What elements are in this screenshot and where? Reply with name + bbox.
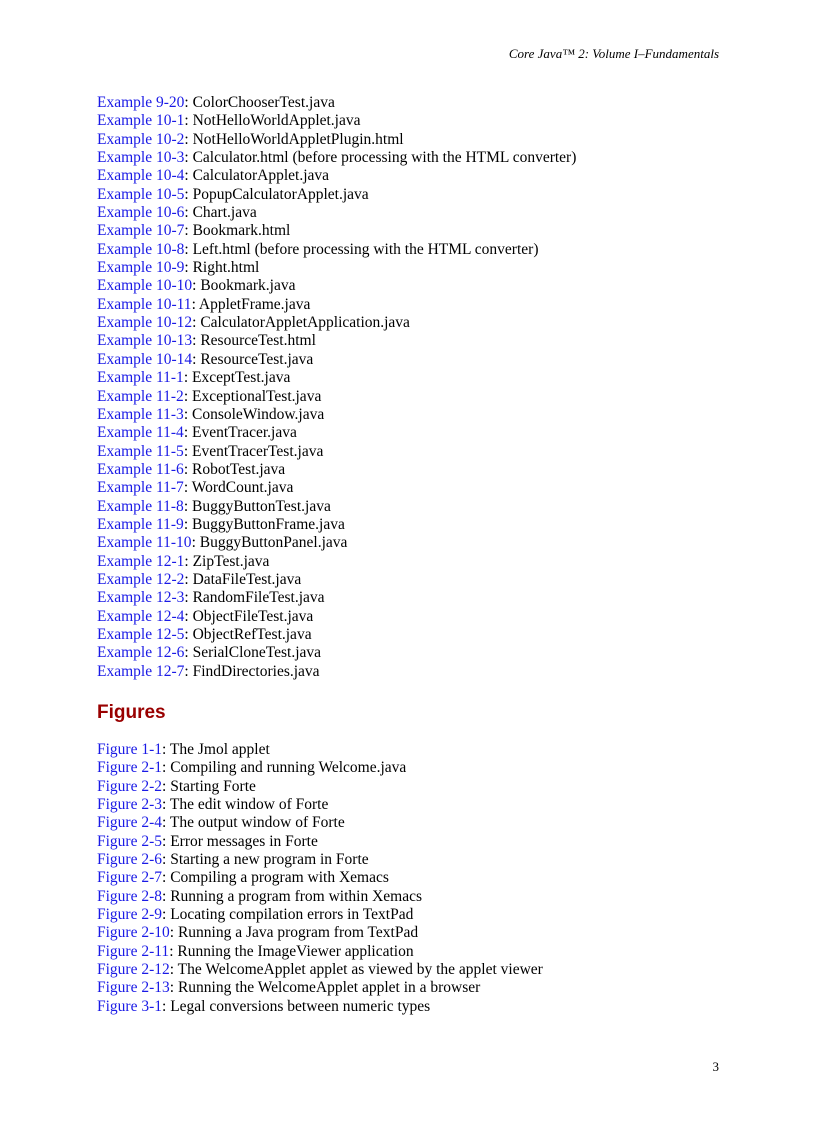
example-link[interactable]: Example 10-12 [97, 314, 193, 332]
figure-entry: Figure 2-2: Starting Forte [97, 777, 256, 795]
figure-entry: Figure 2-10: Running a Java program from TextPad [97, 924, 419, 942]
example-entry: Example 12-7: FindDirectories.java [97, 662, 320, 680]
example-title: ConsoleWindow.java [192, 405, 325, 423]
figure-link[interactable]: Figure 2-4 [97, 814, 163, 832]
example-link[interactable]: Example 12-5 [97, 625, 185, 643]
figure-link[interactable]: Figure 2-5 [97, 832, 163, 850]
example-title: NotHelloWorldAppletPlugin.html [192, 130, 404, 148]
running-header: Core Java™ 2: Volume I–Fundamentals [508, 46, 719, 61]
figure-link[interactable]: Figure 2-6 [97, 851, 163, 869]
example-link[interactable]: Example 10-5 [97, 185, 185, 203]
figure-title: Compiling and running Welcome.java [170, 759, 407, 777]
example-title: BuggyButtonFrame.java [192, 515, 345, 533]
example-link[interactable]: Example 11-4 [97, 424, 184, 442]
example-link[interactable]: Example 10-3 [97, 149, 185, 167]
example-title: BuggyButtonPanel.java [199, 534, 348, 552]
example-link[interactable]: Example 11-1 [97, 369, 184, 387]
example-title: SerialCloneTest.java [192, 644, 322, 662]
example-entry: Example 11-8: BuggyButtonTest.java [97, 497, 331, 515]
example-title: ExceptTest.java [192, 369, 291, 387]
example-link[interactable]: Example 10-14 [97, 350, 193, 368]
example-title: ResourceTest.html [200, 332, 316, 350]
example-link[interactable]: Example 12-4 [97, 607, 185, 625]
figure-link[interactable]: Figure 2-1 [97, 759, 163, 777]
example-title: Bookmark.java [200, 277, 296, 295]
example-entry: Example 10-3: Calculator.html (before processing with the HTML converter) [97, 149, 577, 167]
figure-link[interactable]: Figure 2-12 [97, 961, 170, 979]
example-entry: Example 10-13: ResourceTest.html [97, 332, 316, 350]
example-entry: Example 12-4: ObjectFileTest.java [97, 607, 314, 625]
figure-link[interactable]: Figure 3-1 [97, 997, 163, 1015]
example-title: Chart.java [192, 204, 257, 222]
example-entry: Example 12-2: DataFileTest.java [97, 570, 302, 588]
example-title: Left.html (before processing with the HTML converter) [192, 240, 539, 258]
figure-title: Running the WelcomeApplet applet in a browser [177, 979, 481, 997]
figure-link[interactable]: Figure 2-7 [97, 869, 163, 887]
example-title: PopupCalculatorApplet.java [192, 185, 369, 203]
example-entry: Example 12-6: SerialCloneTest.java [97, 644, 322, 662]
example-title: EventTracerTest.java [192, 442, 324, 460]
example-entry: Example 10-14: ResourceTest.java [97, 350, 314, 368]
example-title: Right.html [192, 259, 260, 277]
example-title: ColorChooserTest.java [192, 94, 335, 111]
example-entry: Example 10-10: Bookmark.java [97, 277, 296, 295]
figure-title: Running a program from within Xemacs [170, 887, 423, 905]
example-link[interactable]: Example 10-1 [97, 112, 185, 130]
example-entry: Example 11-10: BuggyButtonPanel.java [97, 534, 348, 552]
example-link[interactable]: Example 11-5 [97, 442, 184, 460]
figure-title: Locating compilation errors in TextPad [170, 906, 414, 924]
example-title: ResourceTest.java [200, 350, 314, 368]
example-link[interactable]: Example 12-7 [97, 662, 185, 680]
figure-entry: Figure 2-1: Compiling and running Welcome.java [97, 759, 407, 777]
figure-title: Running a Java program from TextPad [177, 924, 419, 942]
example-entry: Example 10-2: NotHelloWorldAppletPlugin.html [97, 130, 404, 148]
example-title: CalculatorApplet.java [192, 167, 330, 185]
example-title: BuggyButtonTest.java [192, 497, 331, 515]
figure-entry: Figure 2-7: Compiling a program with Xemacs [97, 869, 389, 887]
example-title: Calculator.html (before processing with the HTML converter) [192, 149, 577, 167]
figure-link[interactable]: Figure 2-10 [97, 924, 170, 942]
figure-entry: Figure 2-11: Running the ImageViewer application [97, 942, 414, 960]
example-entry: Example 9-20: ColorChooserTest.java [97, 94, 335, 111]
example-list [97, 94, 576, 681]
figure-link[interactable]: Figure 2-8 [97, 887, 163, 905]
figure-entry: Figure 2-8: Running a program from within Xemacs [97, 887, 423, 905]
example-link[interactable]: Example 10-13 [97, 332, 193, 350]
figure-entry: Figure 3-1: Legal conversions between numeric types [97, 997, 431, 1015]
example-link[interactable]: Example 9-20 [97, 94, 185, 111]
figure-title: Compiling a program with Xemacs [170, 869, 389, 887]
example-link[interactable]: Example 11-6 [97, 460, 184, 478]
figure-title: The edit window of Forte [169, 796, 329, 814]
example-entry: Example 10-6: Chart.java [97, 204, 257, 222]
example-link[interactable]: Example 12-3 [97, 589, 185, 607]
figure-title: Starting a new program in Forte [170, 851, 369, 869]
example-entry: Example 11-9: BuggyButtonFrame.java [97, 515, 345, 533]
example-entry: Example 12-3: RandomFileTest.java [97, 589, 325, 607]
example-title: RobotTest.java [192, 460, 286, 478]
example-link[interactable]: Example 11-7 [97, 479, 184, 497]
example-entry: Example 10-5: PopupCalculatorApplet.java [97, 185, 369, 203]
figure-title: Error messages in Forte [170, 832, 318, 850]
example-link[interactable]: Example 12-1 [97, 552, 185, 570]
figure-title: The Jmol applet [169, 741, 270, 758]
example-title: EventTracer.java [192, 424, 297, 442]
example-entry: Example 10-8: Left.html (before processing with the HTML converter) [97, 240, 539, 258]
figure-entry: Figure 2-12: The WelcomeApplet applet as viewed by the applet viewer [97, 961, 543, 979]
figure-link[interactable]: Figure 2-13 [97, 979, 170, 997]
example-entry: Example 11-5: EventTracerTest.java [97, 442, 324, 460]
example-entry: Example 11-1: ExceptTest.java [97, 369, 291, 387]
example-title: FindDirectories.java [192, 662, 320, 680]
figures-heading: Figures [97, 702, 166, 723]
figure-title: Running the ImageViewer application [177, 942, 414, 960]
figure-link[interactable]: Figure 2-9 [97, 906, 163, 924]
figure-list [97, 741, 543, 1016]
example-link[interactable]: Example 11-8 [97, 497, 184, 515]
page-number: 3 [712, 1059, 719, 1074]
example-entry: Example 10-7: Bookmark.html [97, 222, 291, 240]
figure-link[interactable]: Figure 2-11 [97, 942, 170, 960]
example-entry: Example 11-7: WordCount.java [97, 479, 294, 497]
example-entry: Example 11-3: ConsoleWindow.java [97, 405, 325, 423]
example-title: NotHelloWorldApplet.java [192, 112, 361, 130]
example-link[interactable]: Example 10-10 [97, 277, 193, 295]
example-link[interactable]: Example 10-4 [97, 167, 185, 185]
example-link[interactable]: Example 10-7 [97, 222, 185, 240]
example-title: ExceptionalTest.java [192, 387, 322, 405]
figure-title: Legal conversions between numeric types [170, 997, 431, 1015]
figure-entry: Figure 2-3: The edit window of Forte [97, 796, 329, 814]
example-title: CalculatorAppletApplication.java [200, 314, 410, 332]
example-link[interactable]: Example 10-9 [97, 259, 185, 277]
example-link[interactable]: Example 12-6 [97, 644, 185, 662]
figure-entry: Figure 2-9: Locating compilation errors in TextPad [97, 906, 414, 924]
figure-title: The WelcomeApplet applet as viewed by the applet viewer [177, 961, 543, 979]
example-entry: Example 11-4: EventTracer.java [97, 424, 297, 442]
example-link[interactable]: Example 10-11 [97, 295, 192, 313]
example-entry: Example 10-12: CalculatorAppletApplication.java [97, 314, 410, 332]
example-entry: Example 11-2: ExceptionalTest.java [97, 387, 322, 405]
example-entry: Example 10-11: AppletFrame.java [97, 295, 311, 313]
figure-entry: Figure 2-13: Running the WelcomeApplet applet in a browser [97, 979, 481, 997]
example-link[interactable]: Example 11-3 [97, 405, 184, 423]
figure-title: The output window of Forte [169, 814, 345, 832]
figure-link[interactable]: Figure 2-3 [97, 796, 163, 814]
example-entry: Example 12-5: ObjectRefTest.java [97, 625, 312, 643]
figure-link[interactable]: Figure 1-1 [97, 741, 163, 758]
example-title: WordCount.java [191, 479, 294, 497]
example-title: ObjectRefTest.java [192, 625, 312, 643]
example-link[interactable]: Example 11-10 [97, 534, 192, 552]
example-title: Bookmark.html [192, 222, 291, 240]
example-title: RandomFileTest.java [192, 589, 325, 607]
example-link[interactable]: Example 10-8 [97, 240, 185, 258]
example-entry: Example 10-9: Right.html [97, 259, 260, 277]
figure-title: Starting Forte [170, 777, 256, 795]
figure-link[interactable]: Figure 2-2 [97, 777, 163, 795]
example-link[interactable]: Example 11-2 [97, 387, 184, 405]
example-title: ZipTest.java [192, 552, 270, 570]
example-link[interactable]: Example 12-2 [97, 570, 185, 588]
example-link[interactable]: Example 11-9 [97, 515, 184, 533]
example-entry: Example 10-1: NotHelloWorldApplet.java [97, 112, 361, 130]
example-entry: Example 11-6: RobotTest.java [97, 460, 286, 478]
figure-entry: Figure 2-4: The output window of Forte [97, 814, 345, 832]
example-title: ObjectFileTest.java [192, 607, 314, 625]
example-entry: Example 10-4: CalculatorApplet.java [97, 167, 330, 185]
example-title: DataFileTest.java [192, 570, 302, 588]
example-title: AppletFrame.java [198, 295, 311, 313]
example-link[interactable]: Example 10-2 [97, 130, 185, 148]
example-entry: Example 12-1: ZipTest.java [97, 552, 270, 570]
figure-entry: Figure 1-1: The Jmol applet [97, 741, 270, 758]
figure-entry: Figure 2-6: Starting a new program in Forte [97, 851, 369, 869]
example-link[interactable]: Example 10-6 [97, 204, 185, 222]
figure-entry: Figure 2-5: Error messages in Forte [97, 832, 318, 850]
